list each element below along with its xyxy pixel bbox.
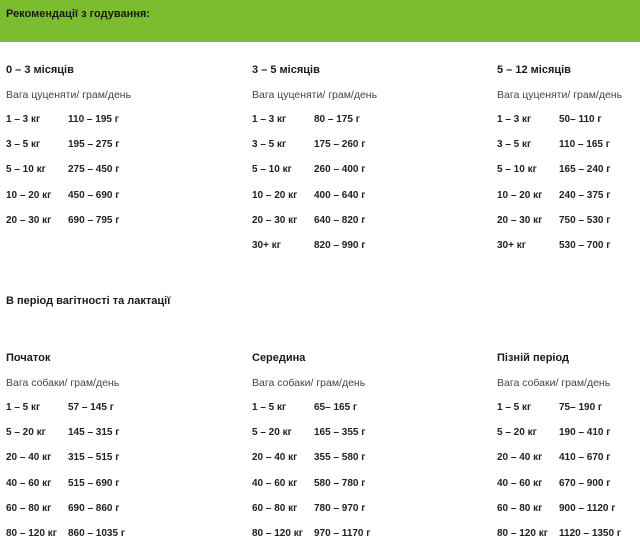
puppy-column-0-3-months: [6, 63, 206, 239]
feeding-row: [6, 113, 206, 138]
feeding-row: [6, 163, 206, 188]
weight-range: 10 – 20 кг: [6, 189, 52, 201]
amount-range: 315 – 515 г: [68, 452, 120, 464]
weight-range: 60 – 80 кг: [497, 502, 543, 514]
feeding-row: [497, 138, 640, 163]
amount-range: 57 – 145 г: [68, 402, 114, 413]
amount-range: 400 – 640 г: [314, 189, 366, 201]
feeding-row: [497, 113, 640, 138]
pregnancy-column-late: [497, 351, 640, 552]
amount-range: 50– 110 г: [559, 114, 602, 125]
feeding-row: [6, 426, 206, 451]
feeding-row: [6, 401, 206, 426]
feeding-row: [252, 163, 452, 188]
puppy-column-5-12-months: [497, 63, 640, 264]
feeding-row: [252, 426, 452, 451]
feeding-row: [6, 502, 206, 527]
column-subheading: Вага цуценяти/ грам/день: [252, 89, 378, 101]
column-heading: Середина: [252, 352, 306, 364]
amount-range: 145 – 315 г: [68, 427, 120, 439]
feeding-row: [252, 502, 452, 527]
amount-range: 900 – 1120 г: [559, 502, 616, 514]
amount-range: 640 – 820 г: [314, 214, 366, 226]
weight-range: 3 – 5 кг: [497, 139, 532, 151]
amount-range: 80 – 175 г: [314, 114, 360, 125]
weight-range: 1 – 5 кг: [6, 402, 41, 413]
weight-range: 30+ кг: [497, 239, 526, 251]
feeding-row: [6, 527, 206, 552]
weight-range: 5 – 10 кг: [497, 164, 537, 176]
weight-range: 80 – 120 кг: [497, 527, 548, 539]
amount-range: 580 – 780 г: [314, 477, 366, 489]
weight-range: 40 – 60 кг: [252, 477, 298, 489]
weight-range: 10 – 20 кг: [497, 189, 543, 201]
feeding-row: [252, 214, 452, 239]
header-banner: [0, 0, 640, 42]
amount-range: 190 – 410 г: [559, 427, 611, 439]
column-heading: Початок: [6, 352, 51, 364]
feeding-row: [252, 189, 452, 214]
amount-range: 780 – 970 г: [314, 502, 366, 514]
amount-range: 750 – 530 г: [559, 214, 611, 226]
weight-range: 1 – 5 кг: [497, 402, 532, 413]
weight-range: 30+ кг: [252, 239, 281, 251]
weight-range: 3 – 5 кг: [252, 139, 287, 151]
feeding-row: [497, 189, 640, 214]
banner-title: Рекомендації з годування:: [6, 8, 150, 20]
weight-range: 5 – 20 кг: [497, 427, 537, 439]
weight-range: 3 – 5 кг: [6, 139, 41, 151]
feeding-row: [6, 138, 206, 163]
weight-range: 20 – 30 кг: [497, 214, 543, 226]
feeding-row: [252, 477, 452, 502]
feeding-row: [252, 138, 452, 163]
feeding-row: [497, 214, 640, 239]
column-subheading: Вага собаки/ грам/день: [252, 377, 366, 389]
puppy-column-3-5-months: [252, 63, 452, 264]
column-heading: Пізній період: [497, 352, 570, 364]
feeding-row: [497, 401, 640, 426]
weight-range: 20 – 40 кг: [252, 452, 298, 464]
amount-range: 1120 – 1350 г: [559, 527, 622, 539]
column-subheading: Вага цуценяти/ грам/день: [6, 89, 132, 101]
weight-range: 1 – 3 кг: [252, 114, 287, 125]
amount-range: 175 – 260 г: [314, 139, 366, 151]
feeding-row: [497, 426, 640, 451]
feeding-row: [252, 239, 452, 264]
amount-range: 65– 165 г: [314, 402, 358, 413]
column-heading: 5 – 12 місяців: [497, 64, 571, 76]
amount-range: 450 – 690 г: [68, 189, 120, 201]
feeding-row: [252, 527, 452, 552]
feeding-row: [252, 451, 452, 476]
amount-range: 530 – 700 г: [559, 239, 611, 251]
amount-range: 275 – 450 г: [68, 164, 120, 176]
amount-range: 240 – 375 г: [559, 189, 611, 201]
amount-range: 110 – 165 г: [559, 139, 610, 151]
feeding-row: [252, 113, 452, 138]
amount-range: 165 – 240 г: [559, 164, 611, 176]
feeding-row: [6, 214, 206, 239]
weight-range: 20 – 40 кг: [6, 452, 52, 464]
amount-range: 195 – 275 г: [68, 139, 120, 151]
weight-range: 80 – 120 кг: [252, 527, 303, 539]
feeding-row: [6, 451, 206, 476]
feeding-row: [252, 401, 452, 426]
column-subheading: Вага собаки/ грам/день: [497, 377, 611, 389]
amount-range: 75– 190 г: [559, 402, 603, 413]
feeding-row: [497, 239, 640, 264]
weight-range: 20 – 30 кг: [6, 214, 52, 226]
amount-range: 690 – 860 г: [68, 502, 120, 514]
amount-range: 690 – 795 г: [68, 214, 120, 226]
feeding-row: [497, 502, 640, 527]
column-subheading: Вага цуценяти/ грам/день: [497, 89, 623, 101]
weight-range: 1 – 3 кг: [497, 114, 532, 125]
amount-range: 820 – 990 г: [314, 239, 366, 251]
column-heading: 3 – 5 місяців: [252, 64, 320, 76]
amount-range: 165 – 355 г: [314, 427, 366, 439]
amount-range: 970 – 1170 г: [314, 527, 371, 539]
amount-range: 860 – 1035 г: [68, 527, 125, 539]
weight-range: 5 – 10 кг: [6, 164, 46, 176]
weight-range: 1 – 3 кг: [6, 114, 41, 125]
weight-range: 1 – 5 кг: [252, 402, 287, 413]
weight-range: 5 – 20 кг: [252, 427, 292, 439]
feeding-row: [497, 163, 640, 188]
feeding-row: [497, 527, 640, 552]
weight-range: 10 – 20 кг: [252, 189, 298, 201]
feeding-row: [6, 477, 206, 502]
pregnancy-column-middle: [252, 351, 452, 552]
feeding-row: [6, 189, 206, 214]
amount-range: 410 – 670 г: [559, 452, 611, 464]
column-heading: 0 – 3 місяців: [6, 64, 74, 76]
weight-range: 40 – 60 кг: [6, 477, 52, 489]
amount-range: 110 – 195 г: [68, 114, 119, 125]
weight-range: 5 – 10 кг: [252, 164, 292, 176]
amount-range: 260 – 400 г: [314, 164, 366, 176]
amount-range: 515 – 690 г: [68, 477, 120, 489]
weight-range: 60 – 80 кг: [6, 502, 52, 514]
weight-range: 40 – 60 кг: [497, 477, 543, 489]
weight-range: 20 – 40 кг: [497, 452, 543, 464]
feeding-row: [497, 477, 640, 502]
amount-range: 355 – 580 г: [314, 452, 366, 464]
weight-range: 80 – 120 кг: [6, 527, 57, 539]
amount-range: 670 – 900 г: [559, 477, 611, 489]
weight-range: 20 – 30 кг: [252, 214, 298, 226]
feeding-row: [497, 451, 640, 476]
column-subheading: Вага собаки/ грам/день: [6, 377, 120, 389]
pregnancy-column-start: [6, 351, 206, 552]
weight-range: 5 – 20 кг: [6, 427, 46, 439]
weight-range: 60 – 80 кг: [252, 502, 298, 514]
pregnancy-section-title: В період вагітності та лактації: [6, 295, 171, 307]
